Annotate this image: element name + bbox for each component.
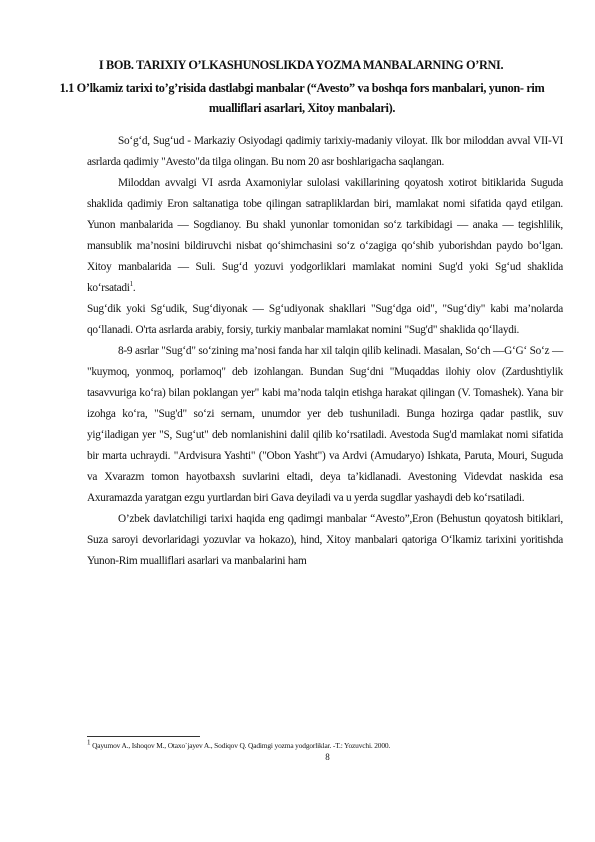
body-text xyxy=(87,131,563,572)
section-title: 1.1 O’lkamiz tarixi to’g’risida dastlabgi manbalar (“Avesto” va boshqa fors manbalari, yunon- rim mualliflari asarlari, Xitoy manbalari). xyxy=(59,81,545,115)
chapter-title: I BOB. TARIXIY O’LKASHUNOSLIKDA YOZMA MANBALARNING O’RNI. xyxy=(98,58,504,72)
paragraph-1: So‘g‘d, Sug‘ud - Markaziy Osiyodagi qadimiy tarixiy-madaniy viloyat. Ilk bor miloddan avval VII-VI asrlarda qadimiy "Avesto"da tilga olingan. Bu nom 20 asr boshlarigacha saqlangan. xyxy=(87,135,563,168)
paragraph-2-text: Miloddan avvalgi VI asrda Axamoniylar sulolasi vakillarining qoyatosh xotirot bitiklarida Suguda shaklida qadimiy Eron saltanatiga tobe qilingan satrapliklardan biri, mamlakat nomi sifatida qayd etilgan. Yunon manbalarida — Sogdianoy. Bu shakl yunonlar tomonidan so‘z tarkibidagi — anaka — tegishlilik, mansublik ma’nosini bildiruvchi nisbat qo‘shimchasini so‘z o‘zagiga qo‘shib yuborishdan paydo bo‘lgan. Xitoy manbalarida — Suli. Sug‘d yozuvi yodgorliklari mamlakat nomini Sug'd yoki Sg‘ud shaklida ko‘rsatadi xyxy=(87,177,563,294)
page-number: 8 xyxy=(325,752,330,762)
footnote-divider xyxy=(87,736,200,737)
paragraph-4: 8-9 asrlar "Sug‘d" so‘zining ma’nosi fanda har xil talqin qilib kelinadi. Masalan, So‘ch —G‘G‘ So‘z — "kuymoq, yonmoq, porlamoq" deb izohlangan. Bundan Sug‘dni "Muqaddas ilohiy olov (Zardushtiylik tasavvuriga ko‘ra) bilan poklangan yer" kabi ma’noda talqin etishga harakat qilingan (V. Tomashek). Yana bir izohga ko‘ra, "Sug'd" so‘zi sernam, unumdor yer deb tushuniladi. Bunga hozirga qadar pastlik, suv yig‘iladigan yer "S, Sug‘ut" deb nomlanishini dalil qilib ko‘rsatiladi. Avestoda Sug'd mamlakat nomi sifatida bir marta uchraydi. "Ardvisura Yashti" ("Obon Yasht") va Ardvi (Amudaryo) Ishkata, Paruta, Mouri, Suguda va Xvarazm tomon hayotbaxsh suvlarini eltadi, deya ta’kidlanadi. Avestoning Videvdat naskida esa Axuramazda yaratgan ezgu yurtlardan biri Gava deyiladi va u yerda sugdlar yashaydi deb ko‘rsatiladi. xyxy=(87,345,563,504)
footnote xyxy=(87,738,563,751)
paragraph-2: Miloddan avvalgi VI asrda Axamoniylar sulolasi vakillarining qoyatosh xotirot bitiklarida Suguda shaklida qadimiy Eron saltanatiga tobe qilingan satrapliklardan biri, mamlakat nomi sifatida qayd etilgan. Yunon manbalarida — Sogdianoy. Bu shakl yunonlar tomonidan so‘z tarkibidagi — anaka — tegishlilik, mansublik ma’nosini bildiruvchi nisbat qo‘shimchasini so‘z o‘zagiga qo‘shib yuborishdan paydo bo‘lgan. Xitoy manbalarida — Suli. Sug‘d yozuvi yodgorliklari mamlakat nomini Sug'd yoki Sg‘ud shaklida ko‘rsatadi$^1$. xyxy=(87,177,563,294)
paragraph-5: O’zbek davlatchiligi tarixi haqida eng qadimgi manbalar “Avesto”,Eron (Behustun qoyatosh bitiklari, Suza saroyi devorlaridagi yozuvlar va hokazo), hind, Xitoy manbalari qatoriga O‘lkamiz tarixini yoritishda Yunon-Rim mualliflari asarlari va manbalarini ham xyxy=(87,513,563,567)
paragraph-3: Sug‘dik yoki Sg‘udik, Sug‘diyonak — Sg‘udiyonak shakllari "Sug‘dga oid", "Sug‘diy" kabi ma’nolarda qo‘llanadi. O'rta asrlarda arabiy, forsiy, turkiy manbalar mamlakat nomini "Sug'd" shaklida qo‘llaydi. xyxy=(87,303,563,336)
footnote-number: 1 xyxy=(87,738,91,747)
footnote-text: Qayumov A., Ishoqov M., Otaxo`jayev A., Sodiqov Q. Qadimgi yozma yodgorliklar. -T.: Yozuvchi. 2000. xyxy=(92,741,391,750)
footnote-marker[interactable]: 1 xyxy=(129,280,133,289)
